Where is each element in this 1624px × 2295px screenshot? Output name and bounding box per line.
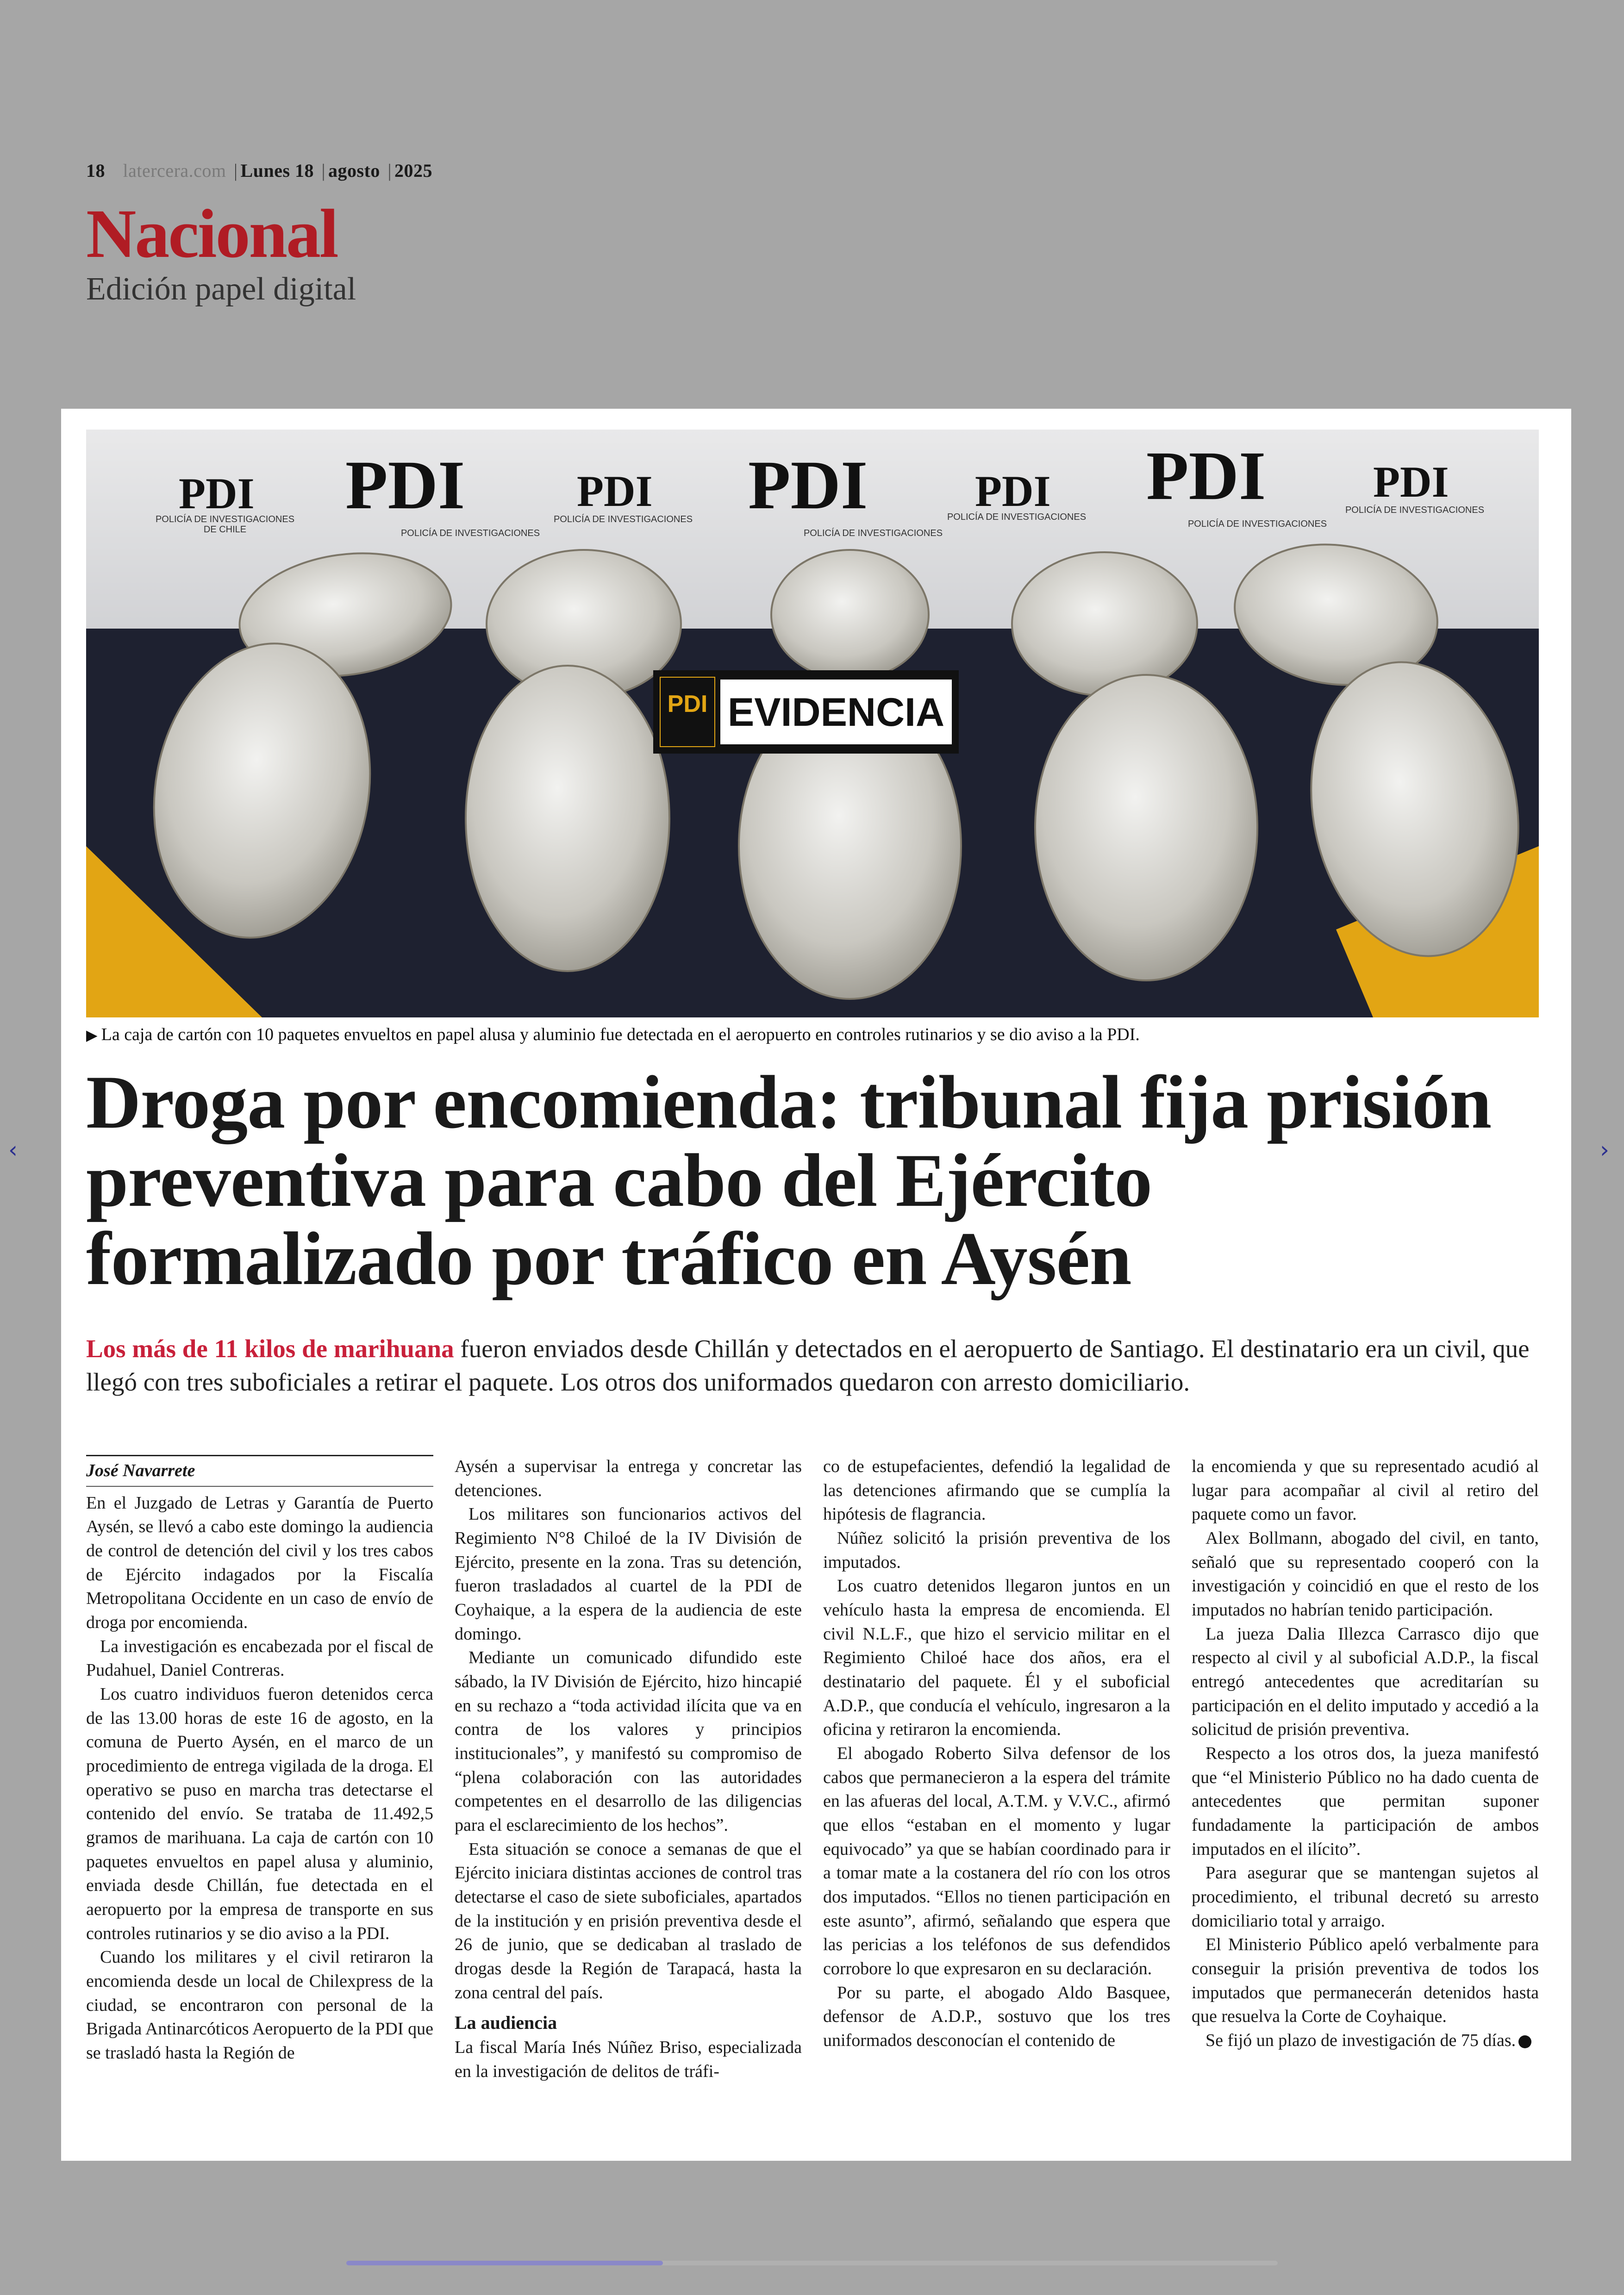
svg-text:PDI: PDI	[1373, 457, 1449, 506]
svg-text:POLICÍA DE INVESTIGACIONES: POLICÍA DE INVESTIGACIONES	[400, 528, 540, 538]
paragraph: Alex Bollmann, abogado del civil, en tanto, señaló que su representado cooperó con la investigación y coincidió en que el resto de los imputados no habrían tenido participación.	[1192, 1528, 1539, 1620]
column-2	[455, 1455, 802, 2083]
triangle-right-icon: ▶	[86, 1027, 98, 1043]
paragraph: La jueza Dalia Illezca Carrasco dijo que respecto al civil y al suboficial A.D.P., la fiscal entregó antecedentes que acreditarían su participación en el delito imputado y accedió a la solicitud de prisión preventiva.	[1192, 1624, 1539, 1740]
paragraph: Para asegurar que se mantengan sujetos al procedimiento, el tribunal decretó su arresto domiciliario total y arraigo.	[1192, 1863, 1539, 1931]
svg-text:POLICÍA DE INVESTIGACIONES: POLICÍA DE INVESTIGACIONES	[1345, 505, 1485, 515]
caption-text: La caja de cartón con 10 paquetes envueltos en papel alusa y aluminio fue detectada en el aeropuerto en controles rutinarios y se dio aviso a la PDI.	[101, 1025, 1140, 1044]
article-body	[86, 1455, 1539, 2103]
paragraph: Aysén a supervisar la entrega y concretar las detenciones.	[455, 1457, 802, 1500]
svg-text:POLICÍA DE INVESTIGACIONES: POLICÍA DE INVESTIGACIONES	[1187, 519, 1327, 529]
page-number: 18	[86, 160, 105, 181]
paragraph: Respecto a los otros dos, la jueza manifestó que “el Ministerio Público no ha dado cuenta de antecedentes que permitan suponer fundadamente la participación de ambos imputados en el ilícito”.	[1192, 1744, 1539, 1859]
paragraph: El abogado Roberto Silva defensor de los cabos que permanecieron a la espera del trámite en las afueras del local, A.T.M. y V.V.C., afirmó que ellos “estaban en el momento y lugar equivocado” ya que se habían coordinado para ir a tomar mate a la costanera del río con los otros dos imputados. “Ellos no tienen participación en este asunto”, afirmó, señalando que espera que las pericias a los teléfonos de sus defendidos corrobore lo que expresaron en su declaración.	[823, 1744, 1170, 1979]
circle-end-icon	[1518, 2035, 1531, 2048]
column-3	[823, 1455, 1170, 2053]
paragraph: co de estupefacientes, defendió la legalidad de las detenciones afirmando que se cumplía la hipótesis de flagrancia.	[823, 1457, 1170, 1524]
date-day: Lunes 18	[240, 160, 314, 181]
paragraph: Por su parte, el abogado Aldo Basquee, defensor de A.D.P., sostuvo que los tres uniformados desconocían el contenido de	[823, 1983, 1170, 2051]
svg-text:PDI: PDI	[748, 447, 868, 524]
svg-text:PDI: PDI	[577, 467, 653, 516]
site-name: latercera.com	[123, 160, 226, 181]
article-photo	[86, 430, 1539, 1017]
svg-text:POLICÍA DE INVESTIGACIONES: POLICÍA DE INVESTIGACIONES	[553, 514, 693, 524]
article-deck	[86, 1332, 1544, 1398]
pdi-logo-subtitle: POLICÍA DE INVESTIGACIONES	[155, 514, 295, 524]
photo-caption	[86, 1024, 1539, 1045]
paragraph: Los cuatro individuos fueron detenidos cerca de las 13.00 horas de este 16 de agosto, en la comuna de Puerto Aysén, en el marco de un procedimiento de entrega vigilada de la droga. El operativo se puso en marcha tras detectarse el contenido del envío. Se trataba de 11.492,5 gramos de marihuana. La caja de cartón con 10 paquetes envueltos en papel alusa y aluminio, enviada desde Chillán, fue detectada en el aeropuerto por la empresa de transporte en sus controles rutinarios y se dio aviso a la PDI.	[86, 1684, 433, 1943]
deck-highlight: Los más de 11 kilos de marihuana	[86, 1335, 454, 1363]
paragraph: Mediante un comunicado difundido este sábado, la IV División de Ejército, hizo hincapié en su rechazo a “toda actividad ilícita que va en contra de los valores y principios institucionales”, y manifestó su compromiso de “plena colaboración con las autoridades competentes en el desarrollo de las diligencias para el esclarecimiento de los hechos”.	[455, 1648, 802, 1835]
evidencia-brand: PDI	[667, 691, 708, 717]
paragraph: Los militares son funcionarios activos del Regimiento N°8 Chiloé de la IV División de Ejército, presente en la zona. Tras su detención, fueron trasladados al cuartel de la PDI de Coyhaique, a la espera de la audiencia de este domingo.	[455, 1504, 802, 1644]
next-page-button[interactable]	[1600, 1136, 1609, 1163]
prev-page-button[interactable]	[8, 1136, 18, 1163]
svg-text:POLICÍA DE INVESTIGACIONES: POLICÍA DE INVESTIGACIONES	[947, 512, 1087, 522]
paragraph-last-text: Se fijó un plazo de investigación de 75 días.	[1206, 2031, 1516, 2051]
paragraph-last	[1192, 2029, 1539, 2053]
page-meta: 18 latercera.com | Lunes 18 | agosto | 2025	[86, 160, 432, 181]
column-4	[1192, 1455, 1539, 2053]
date-month: agosto	[328, 160, 380, 181]
paragraph: El Ministerio Público apeló verbalmente para conseguir la prisión preventiva de todos los imputados que permanecerán detenidos hasta que resuelva la Corte de Coyhaique.	[1192, 1935, 1539, 2027]
edition-subtitle: Edición papel digital	[86, 271, 356, 307]
page-scrollbar[interactable]	[346, 2261, 1278, 2265]
svg-text:PDI: PDI	[345, 447, 465, 524]
svg-text:PDI: PDI	[975, 467, 1051, 516]
paragraph: La investigación es encabezada por el fiscal de Pudahuel, Daniel Contreras.	[86, 1636, 433, 1680]
column-1	[86, 1455, 433, 2065]
paragraph: Cuando los militares y el civil retiraron la encomienda desde un local de Chilexpress de la ciudad, se encontraron con personal de la Brigada Antinarcóticos Aeropuerto de la PDI que se trasladó hasta la Región de	[86, 1947, 433, 2063]
section-title: Nacional	[86, 195, 337, 272]
pdi-logo-subtitle2: DE CHILE	[203, 524, 247, 535]
deck-text: fueron enviados desde Chillán y detectados en el aeropuerto de Santiago. El destinatario era un civil, que llegó con tres suboficiales a retirar el paquete. Los otros dos uniformados quedaron con arresto domiciliario.	[86, 1335, 1530, 1396]
byline: José Navarrete	[86, 1455, 433, 1487]
subheading: La audiencia	[455, 2012, 557, 2033]
svg-text:PDI: PDI	[1146, 437, 1266, 514]
svg-text:POLICÍA DE INVESTIGACIONES: POLICÍA DE INVESTIGACIONES	[803, 528, 943, 538]
chevron-right-icon: ›	[1600, 1136, 1609, 1163]
page-scrollbar-thumb[interactable]	[346, 2261, 663, 2265]
newspaper-page	[61, 409, 1571, 2161]
paragraph: Esta situación se conoce a semanas de que el Ejército iniciara distintas acciones de control tras detectarse el caso de siete suboficiales, apartados de la institución y en prisión preventiva desde el 26 de junio, que se dedicaban al traslado de drogas desde la Región de Tarapacá, hasta la zona central del país.	[455, 1839, 802, 2002]
paragraph: Los cuatro detenidos llegaron juntos en un vehículo hasta la empresa de encomienda. El civil N.L.F., que hizo el servicio militar en el Regimiento Chiloé hace dos años, era el destinatario del paquete. Él y el suboficial A.D.P., que conducía el vehículo, ingresaron a la oficina y retiraron la encomienda.	[823, 1576, 1170, 1740]
paragraph: En el Juzgado de Letras y Garantía de Puerto Aysén, se llevó a cabo este domingo la audiencia de control de detención del civil y los tres cabos de Ejército indagados por la Fiscalía Metropolitana Occidente en un caso de envío de droga por encomienda.	[86, 1493, 433, 1633]
paragraph: Núñez solicitó la prisión preventiva de los imputados.	[823, 1528, 1170, 1572]
chevron-left-icon: ‹	[8, 1136, 18, 1163]
date-year: 2025	[394, 160, 432, 181]
evidencia-label	[653, 670, 959, 754]
paragraph: la encomienda y que su representado acudió al lugar para acompañar al civil al retiro del paquete como un favor.	[1192, 1457, 1539, 1524]
article-headline: Droga por encomienda: tribunal fija prisión preventiva para cabo del Ejército formalizado por tráfico en Aysén	[86, 1060, 1492, 1301]
pdi-logo-text: PDI	[179, 469, 255, 518]
paragraph: La fiscal María Inés Núñez Briso, especializada en la investigación de delitos de tráfi-	[455, 2037, 802, 2081]
evidencia-text: EVIDENCIA	[727, 690, 945, 735]
